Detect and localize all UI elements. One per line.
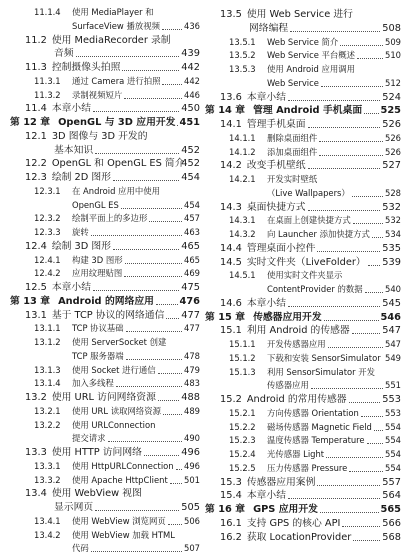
toc-leader-dots [321, 86, 383, 87]
toc-page-number: 568 [382, 531, 401, 543]
toc-entry-title: 管理手机桌面 [246, 119, 306, 130]
toc-entry-title: 向 Launcher 添加快捷方式 [267, 229, 370, 239]
toc-entry-title: 网络编程 [249, 22, 289, 34]
toc-page-number: 442 [184, 75, 200, 86]
toc-entry-number: 15.2.4 [229, 449, 256, 459]
toc-leader-dots [353, 223, 383, 224]
toc-leader-dots [113, 249, 179, 250]
toc-entry-title: 代码 [72, 543, 89, 554]
toc-entry-title: 应用纹理贴图 [72, 268, 123, 279]
toc-entry-title: 使用 URLConnection [72, 419, 156, 430]
toc-entry-title: 显示网页 [54, 502, 94, 513]
toc-entry-number: 15.2 [220, 394, 242, 405]
toc-entry-number: 13.1.1 [34, 323, 61, 334]
toc-leader-dots [116, 386, 182, 387]
toc-page-number: 479 [184, 364, 200, 375]
toc-entry-title: 删除桌面组件 [267, 132, 318, 143]
toc-page-number: 507 [184, 543, 200, 554]
toc-leader-dots [113, 180, 179, 181]
toc-page-number: 478 [184, 350, 200, 361]
toc-leader-dots [352, 333, 380, 334]
toc-entry-number: 11.4 [25, 103, 47, 115]
toc-entry-title: 使用 Android 应用调用 [267, 64, 355, 74]
toc-entry-title: 本章小结 [246, 91, 287, 103]
toc-entry-title: 使用 Apache HttpClient [72, 474, 168, 485]
toc-entry-title: Android 的常用传感器 [246, 394, 347, 405]
toc-leader-dots [368, 265, 380, 266]
toc-leader-dots [308, 168, 380, 169]
toc-entry-number: 14.3.2 [229, 229, 256, 239]
toc-entry-title: 绘制平面上的多边形 [72, 213, 148, 224]
toc-entry-number: 第 16 章 [205, 504, 246, 515]
toc-entry-title: 温度传感器 Temperature [267, 435, 365, 446]
toc-entry-title: 实时文件夹（LiveFolder） [246, 256, 366, 268]
toc-entry-number: 12.1 [25, 130, 47, 142]
toc-page-number: 452 [181, 158, 200, 170]
toc-entry-title: 使用 Socket 进行通信 [72, 364, 156, 375]
toc-entry-title: 在桌面上创建快捷方式 [267, 215, 351, 226]
toc-entry-title: 使用 WebView 视图 [51, 488, 142, 500]
toc-entry-title: 管理桌面小控件 [246, 242, 316, 254]
toc-entry-title: Web Service 简介 [267, 36, 339, 47]
toc-leader-dots [121, 208, 182, 209]
toc-entry-number: 12.4.1 [34, 254, 61, 265]
toc-page-number: 565 [380, 504, 401, 515]
toc-entry-title: ContentProvider 的数据 [267, 284, 363, 294]
toc-leader-dots [162, 29, 182, 30]
toc-entry-title: 添加桌面组件 [267, 146, 318, 157]
toc-leader-dots [124, 98, 182, 99]
toc-entry-title: GPS 应用开发 [253, 504, 318, 515]
toc-page-number: 483 [184, 378, 200, 389]
toc-entry-number: 13.2.2 [34, 419, 61, 430]
toc-entry-number: 16.1 [220, 517, 242, 529]
toc-leader-dots [317, 251, 380, 252]
toc-entry-number: 15.1.1 [229, 339, 256, 349]
toc-entry-title: 获取 LocationProvider [246, 531, 352, 543]
toc-entry-title: Android 的网络应用 [58, 295, 154, 307]
toc-page-number: 505 [181, 502, 200, 513]
toc-entry-title: 绘制 3D 图形 [51, 240, 112, 252]
toc-page-number: 532 [385, 215, 401, 226]
toc-page-number: 545 [382, 297, 401, 309]
toc-page-number: 477 [181, 309, 200, 321]
toc-entry-title: 传感器应用案例 [246, 476, 316, 488]
toc-entry-title: 压力传感器 Pressure [267, 462, 348, 473]
toc-page-number: 526 [385, 146, 401, 157]
toc-entry-number: 13.4 [25, 488, 47, 500]
toc-entry-number: 11.3.1 [34, 75, 61, 86]
toc-leader-dots [326, 457, 383, 458]
toc-entry-title: 旋转 [72, 227, 89, 237]
toc-page-number: 547 [382, 325, 401, 337]
toc-page-number: 553 [382, 394, 401, 405]
toc-page-number: 510 [385, 50, 401, 61]
toc-entry-number: 14.2 [220, 160, 242, 172]
toc-entry-title: 提交请求 [72, 433, 106, 444]
toc-entry-title: 本章小结 [51, 103, 92, 115]
toc-entry-number: 13.3.2 [34, 474, 61, 485]
toc-entry[interactable] [205, 529, 401, 546]
toc-page-number: 477 [184, 323, 200, 334]
toc-leader-dots [349, 402, 380, 403]
toc-entry-title: 管理 Android 手机桌面 [253, 105, 363, 117]
toc-entry-title: 构建 3D 图形 [72, 254, 123, 265]
toc-entry-title: （Live Wallpapers） [267, 187, 350, 198]
toc-page-number: 564 [382, 490, 401, 502]
toc-leader-dots [166, 318, 179, 319]
toc-entry-number: 15.3 [220, 476, 242, 488]
toc-entry-number: 11.3 [25, 62, 47, 73]
toc-entry-title: 磁场传感器 Magnetic Field [267, 421, 372, 432]
toc-page-number: 532 [382, 201, 401, 213]
toc-leader-dots [126, 331, 182, 332]
toc-leader-dots [342, 526, 380, 527]
toc-page-number: 452 [181, 144, 200, 156]
toc-entry-number: 13.1 [25, 309, 47, 321]
toc-page-number: 469 [184, 268, 200, 279]
toc-entry-number: 第 14 章 [205, 105, 246, 117]
toc-entry-number: 14.5.1 [229, 270, 256, 281]
toc-page-number: 540 [385, 284, 401, 294]
toc-entry-title: 传感器应用开发 [253, 311, 322, 323]
toc-entry-title: SurfaceView 播放视频 [72, 20, 160, 31]
toc-leader-dots [317, 485, 380, 486]
toc-entry-number: 13.1.4 [34, 378, 61, 389]
toc-entry-number: 第 15 章 [205, 311, 246, 323]
toc-leader-dots [158, 400, 179, 401]
toc-leader-dots [349, 471, 383, 472]
toc-page-number: 439 [181, 48, 200, 60]
toc-page-number: 508 [382, 22, 401, 34]
toc-leader-dots [353, 540, 380, 541]
toc-entry-title: 下载和安装 SensorSimulator [267, 352, 381, 363]
toc-entry-number: 14.1.2 [229, 146, 256, 157]
toc-entry-number: 15.1.3 [229, 366, 256, 377]
toc-entry-number: 13.2 [25, 392, 47, 403]
toc-entry-title: OpenGL 与 3D 应用开发 [58, 117, 176, 128]
toc-entry-title: 使用实时文件夹显示 [267, 270, 343, 281]
toc-entry-title: 使用 URL 读取网络资源 [72, 405, 161, 416]
toc-leader-dots [168, 524, 182, 525]
toc-entry-title: 使用 Web Service 进行 [246, 9, 353, 20]
toc-entry-number: 16.2 [220, 531, 242, 543]
toc-entry-number: 12.2 [25, 158, 47, 170]
toc-entry-title: 使用 MediaPlayer 和 [72, 7, 154, 17]
toc-leader-dots [374, 430, 383, 431]
toc-page-number: 457 [184, 213, 200, 224]
toc-entry-title: OpenGL 和 OpenGL ES 简介 [51, 158, 185, 170]
toc-entry-number: 15.2.1 [229, 407, 256, 418]
toc-entry-number: 12.3 [25, 172, 47, 183]
toc-entry-title: Web Service [267, 77, 319, 88]
toc-entry-number: 13.4.2 [34, 529, 61, 540]
toc-entry-number: 13.5.3 [229, 64, 256, 74]
toc-entry-number: 第 13 章 [10, 295, 51, 307]
toc-entry-title: 使用 MediaRecorder 录制 [51, 34, 171, 46]
toc-page-number: 442 [181, 62, 200, 73]
toc-entry-text [220, 529, 351, 546]
toc-entry-title: 本章小结 [246, 490, 287, 502]
toc-entry-number: 14.3.1 [229, 215, 256, 226]
toc-page-number: 488 [181, 392, 200, 403]
toc-leader-dots [158, 373, 182, 374]
toc-page-number: 436 [184, 20, 200, 31]
toc-entry-number: 14.1.1 [229, 132, 256, 143]
toc-leader-dots [319, 141, 383, 142]
toc-page-number: 451 [179, 117, 200, 128]
toc-leader-dots [177, 125, 178, 126]
toc-entry-title: 控制摄像头拍照 [51, 62, 121, 73]
toc-page-number: 554 [385, 421, 401, 432]
toc-leader-dots [367, 443, 383, 444]
toc-leader-dots [125, 263, 182, 264]
toc-leader-dots [93, 290, 179, 291]
toc-entry-number: 13.4.1 [34, 515, 61, 526]
toc-leader-dots [290, 31, 380, 32]
toc-leader-dots [320, 512, 379, 513]
toc-entry-title: 传感器应用 [267, 380, 309, 391]
toc-entry-title: Web Service 平台概述 [267, 50, 356, 61]
toc-entry-title: 方向传感器 Orientation [267, 407, 359, 418]
toc-page-number: 554 [385, 462, 401, 473]
toc-leader-dots [176, 469, 182, 470]
toc-entry-title: 使用 HttpURLConnection [72, 460, 174, 471]
toc-entry-number: 11.1.4 [34, 7, 61, 17]
toc-page-number: 496 [181, 447, 200, 458]
toc-entry-number: 12.4 [25, 240, 47, 252]
toc-entry-number: 15.1.2 [229, 352, 256, 363]
toc-entry-number: 14.4 [220, 242, 242, 254]
toc-page-number: 554 [385, 449, 401, 459]
toc-leader-dots [340, 45, 383, 46]
toc-page-number: 557 [382, 476, 401, 488]
toc-leader-dots [361, 416, 383, 417]
toc-entry-number: 15.1 [220, 325, 242, 337]
toc-leader-dots [170, 483, 182, 484]
toc-entry-title: 开发实时壁纸 [267, 174, 318, 184]
toc-leader-dots [95, 510, 179, 511]
toc-entry-title: 在 Android 应用中使用 [72, 185, 160, 196]
toc-entry-number: 12.3.3 [34, 227, 61, 237]
toc-page-number: 526 [385, 132, 401, 143]
toc-leader-dots [364, 113, 379, 114]
toc-page-number: 547 [385, 339, 401, 349]
toc-leader-dots [372, 237, 383, 238]
toc-leader-dots [124, 276, 182, 277]
toc-leader-dots [144, 455, 179, 456]
toc-leader-dots [352, 196, 383, 197]
toc-entry-number: 13.2.1 [34, 405, 61, 416]
toc-page-number: 539 [382, 256, 401, 268]
toc-page-number: 490 [184, 433, 200, 444]
toc-entry-title: 使用 HTTP 访问网络 [51, 447, 142, 458]
toc-page-number: 534 [385, 229, 401, 239]
toc-leader-dots [122, 70, 179, 71]
toc-entry-title: 使用 WebView 加载 HTML [72, 529, 175, 540]
toc-page-number: 446 [184, 89, 200, 100]
toc-leader-dots [328, 347, 383, 348]
toc-entry-title: 本章小结 [51, 282, 92, 293]
toc-leader-dots [319, 155, 383, 156]
toc-entry-number: 11.2 [25, 34, 47, 46]
toc-leader-dots [311, 388, 383, 389]
toc-leader-dots [126, 359, 182, 360]
toc-entry-title: 加入多线程 [72, 378, 114, 389]
toc-entry-number: 13.3 [25, 447, 47, 458]
toc-page-number: 465 [184, 254, 200, 265]
toc-page-number: 512 [385, 77, 401, 88]
toc-page-number: 476 [179, 295, 200, 307]
toc-entry-title: 3D 图像与 3D 开发的 [51, 130, 148, 142]
toc-page-number: 524 [382, 91, 401, 103]
toc-page-number: 549 [385, 352, 401, 363]
toc-leader-dots [324, 320, 379, 321]
toc-entry-title: 支持 GPS 的核心 API [246, 517, 341, 529]
toc-page-number: 454 [184, 199, 200, 210]
toc-entry-number: 13.6 [220, 91, 242, 103]
toc-entry-number: 12.3.1 [34, 185, 61, 196]
toc-entry-number: 15.4 [220, 490, 242, 502]
toc-leader-dots [93, 111, 179, 112]
toc-leader-dots [288, 100, 380, 101]
toc-entry-title: 开发传感器应用 [267, 339, 326, 349]
toc-page-number: 454 [181, 172, 200, 183]
toc-page-number: 554 [385, 435, 401, 446]
toc-entry-number: 13.3.1 [34, 460, 61, 471]
toc-entry-title: 利用 Android 的传感器 [246, 325, 350, 337]
toc-entry-title: TCP 服务器端 [72, 350, 124, 361]
toc-entry-number: 13.5 [220, 9, 242, 20]
toc-leader-dots [288, 306, 380, 307]
toc-page-number: 526 [382, 119, 401, 130]
toc-entry-title: 使用 URL 访问网络资源 [51, 392, 156, 403]
toc-leader-dots [308, 127, 380, 128]
toc-entry-number: 13.1.3 [34, 364, 61, 375]
toc-entry-title: 改变手机壁纸 [246, 160, 306, 172]
toc-entry-number: 12.5 [25, 282, 47, 293]
toc-entry-title: 录制视频短片 [72, 89, 123, 100]
toc-entry-number: 12.4.2 [34, 268, 61, 279]
toc-entry-number: 14.6 [220, 297, 242, 309]
toc-leader-dots [357, 58, 383, 59]
toc-page-number: 501 [184, 474, 200, 485]
toc-page-number: 509 [385, 36, 401, 47]
toc-page-number: 528 [385, 187, 401, 198]
toc-page-number: 527 [382, 160, 401, 172]
toc-entry-title: 绘制 2D 图形 [51, 172, 112, 183]
toc-entry-number: 15.2.5 [229, 462, 256, 473]
toc-leader-dots [156, 304, 178, 305]
toc-page-number: 450 [181, 103, 200, 115]
toc-leader-dots [162, 84, 182, 85]
toc-page-number: 463 [184, 227, 200, 237]
toc-entry-number: 14.1 [220, 119, 242, 130]
toc-page-number: 535 [382, 242, 401, 254]
toc-page-number: 489 [184, 405, 200, 416]
toc-leader-dots [91, 235, 182, 236]
toc-page-number: 475 [181, 282, 200, 293]
toc-leader-dots [91, 551, 182, 552]
toc-page-number: 525 [380, 105, 401, 117]
toc-entry-title: TCP 协议基础 [72, 323, 124, 334]
toc-entry-number: 13.5.1 [229, 36, 256, 47]
toc-leader-dots [308, 210, 380, 211]
toc-entry-title: 通过 Camera 进行拍照 [72, 75, 161, 86]
toc-page-number: 566 [382, 517, 401, 529]
toc-entry-number: 15.2.2 [229, 421, 256, 432]
toc-entry-title: 使用 WebView 浏览网页 [72, 515, 166, 526]
toc-entry-number: 13.1.2 [34, 337, 61, 347]
toc-leader-dots [288, 498, 380, 499]
toc-entry-title: 使用 ServerSocket 创建 [72, 337, 167, 347]
toc-page-number: 496 [184, 460, 200, 471]
toc-entry-title: 音频 [54, 48, 74, 60]
toc-entry-number: 11.3.2 [34, 89, 61, 100]
toc-leader-dots [365, 292, 383, 293]
toc-entry-number: 13.5.2 [229, 50, 256, 61]
toc-entry-number: 14.2.1 [229, 174, 256, 184]
toc-entry-number: 15.2.3 [229, 435, 256, 446]
toc-leader-dots [149, 221, 182, 222]
toc-entry-title: 利用 SensorSimulator 开发 [267, 366, 375, 377]
toc-entry-number: 第 12 章 [10, 117, 51, 128]
toc-entry-text [72, 540, 89, 557]
toc-entry[interactable] [10, 540, 200, 557]
toc-page-number: 506 [184, 515, 200, 526]
toc-page-number: 553 [385, 407, 401, 418]
toc-page-number: 546 [380, 311, 401, 323]
toc-entry-title: 基于 TCP 协议的网络通信 [51, 309, 165, 321]
toc-entry-title: 本章小结 [246, 297, 287, 309]
toc-entry-title: 光传感器 Light [267, 449, 325, 459]
toc-leader-dots [163, 414, 182, 415]
toc-entry-title: 桌面快捷方式 [246, 201, 306, 213]
toc-leader-dots [95, 153, 179, 154]
toc-entry-number: 12.3.2 [34, 213, 61, 224]
toc-entry-number: 14.3 [220, 201, 242, 213]
toc-page-number: 551 [385, 380, 401, 391]
toc-page-number: 465 [181, 240, 200, 252]
toc-entry-number: 14.5 [220, 256, 242, 268]
toc-entry-title: 基本知识 [54, 144, 94, 156]
toc-leader-dots [76, 56, 179, 57]
toc-entry-title: OpenGL ES [72, 199, 119, 210]
toc-leader-dots [108, 441, 182, 442]
